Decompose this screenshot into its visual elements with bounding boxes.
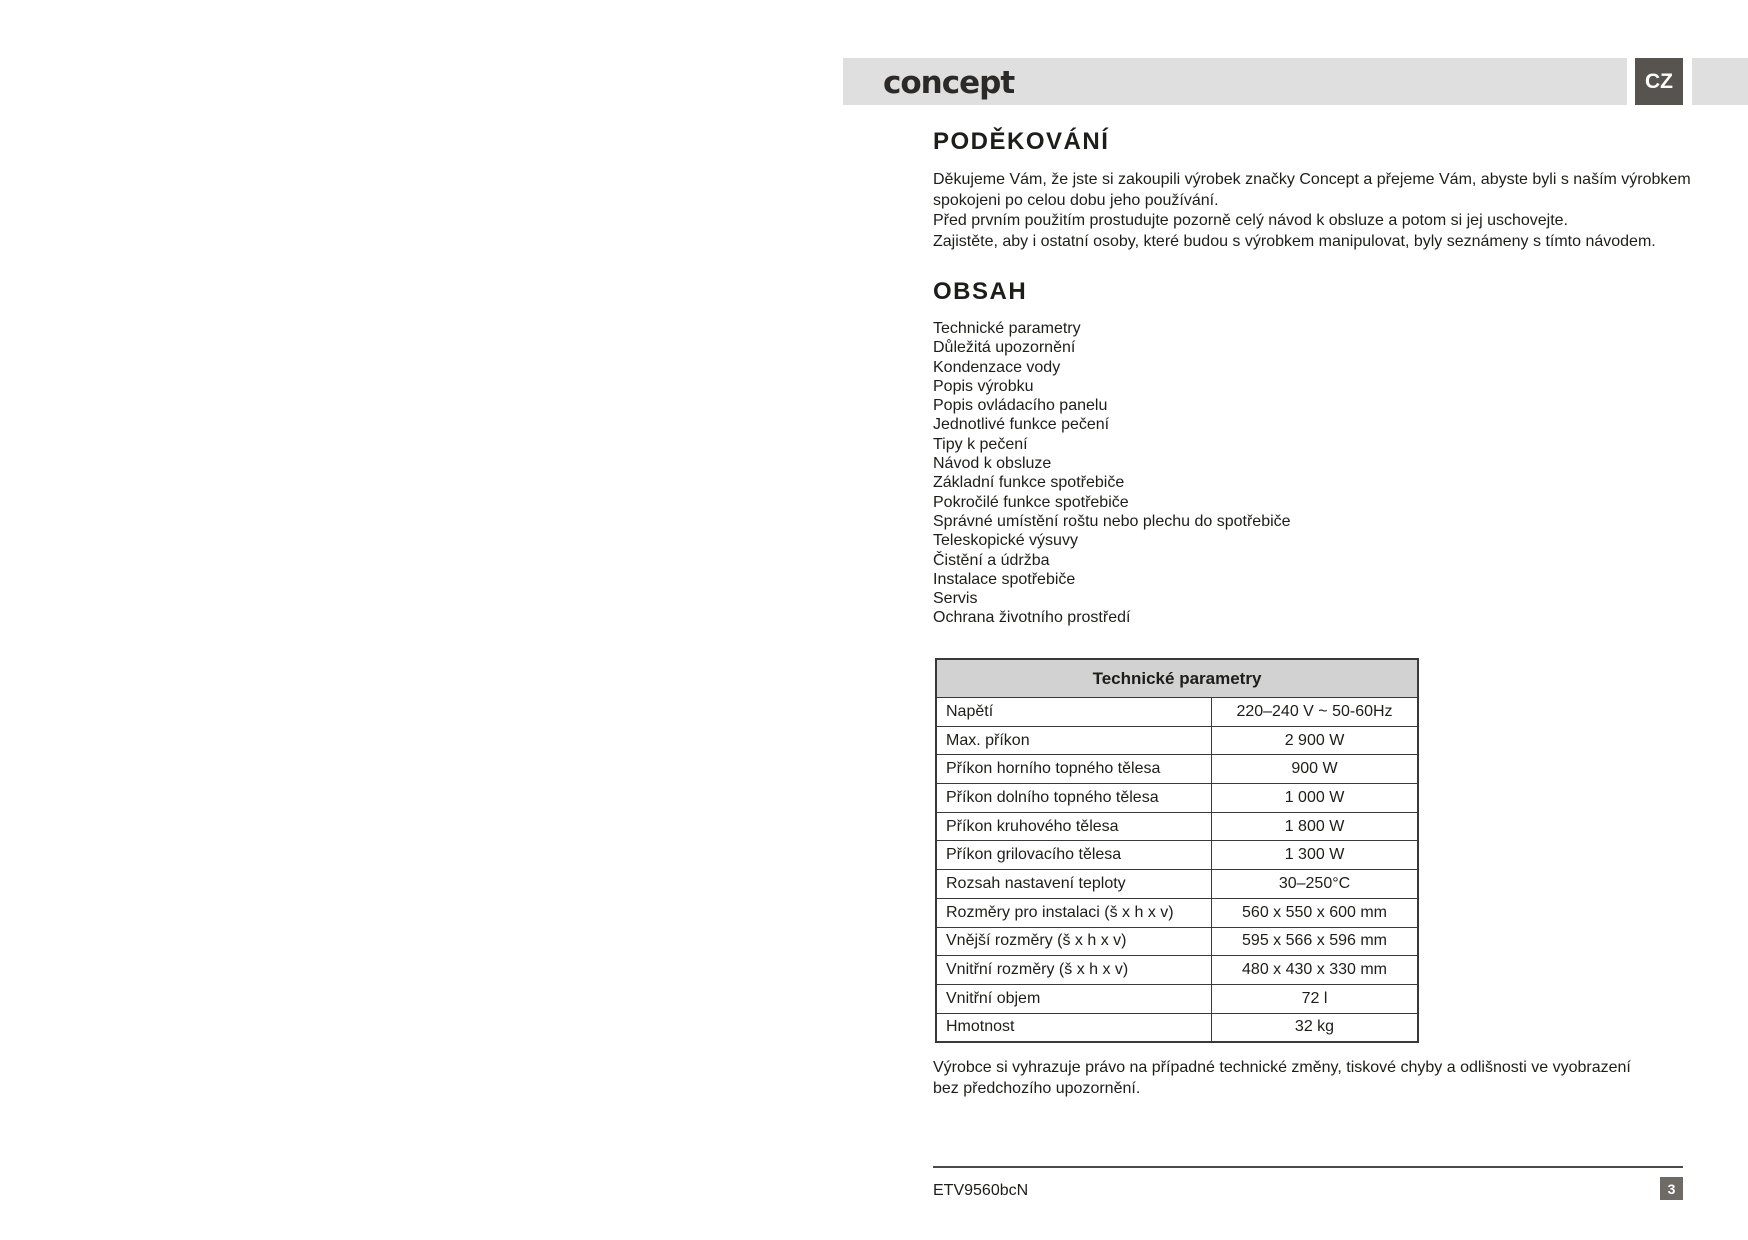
spec-label: Hmotnost [936,1013,1212,1042]
model-number: ETV9560bcN [933,1182,1029,1199]
header-bar [843,58,1627,105]
toc-item: Správné umístění roštu nebo plechu do spotřebiče [933,512,1291,530]
toc-item: Ochrana životního prostředí [933,609,1131,627]
spec-label: Vnitřní objem [936,984,1212,1013]
spec-label: Příkon horního topného tělesa [936,755,1212,784]
spec-value: 480 x 430 x 330 mm [1212,956,1419,985]
specs-table-header-row [936,659,1418,698]
specs-table-body [936,698,1418,1043]
spec-label: Příkon dolního topného tělesa [936,784,1212,813]
paragraph-line: Zajistěte, aby i ostatní osoby, které budou s výrobkem manipulovat, byly seznámeny s tímto návodem. [933,232,1656,250]
spec-label: Příkon kruhového tělesa [936,812,1212,841]
paragraph-line: bez předchozího upozornění. [933,1079,1141,1097]
spec-row [936,698,1418,727]
spec-value: 1 000 W [1212,784,1419,813]
paragraph-line: Výrobce si vyhrazuje právo na případné technické změny, tiskové chyby a odlišnosti ve vyobrazení [933,1059,1631,1076]
toc-item: Tipy k pečení [933,435,1028,453]
spec-value: 32 kg [1212,1013,1419,1042]
spec-row [936,870,1418,899]
language-badge: CZ [1635,58,1683,105]
spec-value: 595 x 566 x 596 mm [1212,927,1419,956]
spec-value: 560 x 550 x 600 mm [1212,898,1419,927]
header-strip [1692,58,1748,105]
spec-row [936,726,1418,755]
spec-label: Rozsah nastavení teploty [936,870,1212,899]
spec-label: Příkon grilovacího tělesa [936,841,1212,870]
spec-value: 1 800 W [1212,812,1419,841]
spec-row [936,841,1418,870]
disclaimer-paragraph [933,1058,1631,1099]
spec-row [936,1013,1418,1042]
thanks-paragraph [933,170,1691,252]
toc-item: Popis ovládacího panelu [933,397,1108,415]
toc-item: Důležitá upozornění [933,339,1076,357]
page-number-badge: 3 [1660,1177,1683,1200]
spec-value: 72 l [1212,984,1419,1013]
spec-value: 2 900 W [1212,726,1419,755]
toc-item: Pokročilé funkce spotřebiče [933,493,1129,511]
specs-table-title: Technické parametry [936,659,1418,698]
paragraph-line: Děkujeme Vám, že jste si zakoupili výrobek značky Concept a přejeme Vám, abyste byli s naším výrobkem [933,171,1691,188]
spec-value: 30–250°C [1212,870,1419,899]
spec-value: 900 W [1212,755,1419,784]
toc-item: Popis výrobku [933,377,1034,395]
spec-row [936,898,1418,927]
spec-row [936,927,1418,956]
footer-divider [933,1166,1683,1168]
toc-item: Servis [933,590,978,608]
spec-label: Vnější rozměry (š x h x v) [936,927,1212,956]
toc-heading: OBSAH [933,278,1028,305]
spec-row [936,956,1418,985]
toc-list [933,319,1291,628]
spec-value: 1 300 W [1212,841,1419,870]
toc-item: Teleskopické výsuvy [933,532,1078,550]
brand-logo: concept [883,65,1015,101]
spec-row [936,784,1418,813]
toc-item: Kondenzace vody [933,358,1061,376]
paragraph-line: spokojeni po celou dobu jeho používání. [933,191,1219,209]
spec-row [936,984,1418,1013]
paragraph-line: Před prvním použitím prostudujte pozorně celý návod k obsluze a potom si jej uschovejte. [933,212,1568,229]
spec-row [936,755,1418,784]
toc-item: Čistění a údržba [933,551,1050,569]
thanks-heading: PODĚKOVÁNÍ [933,128,1110,155]
spec-value: 220–240 V ~ 50-60Hz [1212,698,1419,727]
toc-item: Jednotlivé funkce pečení [933,416,1110,434]
spec-label: Rozměry pro instalaci (š x h x v) [936,898,1212,927]
spec-label: Vnitřní rozměry (š x h x v) [936,956,1212,985]
toc-item: Technické parametry [933,320,1081,337]
specs-table [935,658,1419,1043]
spec-label: Max. příkon [936,726,1212,755]
toc-item: Návod k obsluze [933,455,1052,473]
toc-item: Instalace spotřebiče [933,570,1076,588]
spec-row [936,812,1418,841]
spec-label: Napětí [936,698,1212,727]
toc-item: Základní funkce spotřebiče [933,474,1125,492]
